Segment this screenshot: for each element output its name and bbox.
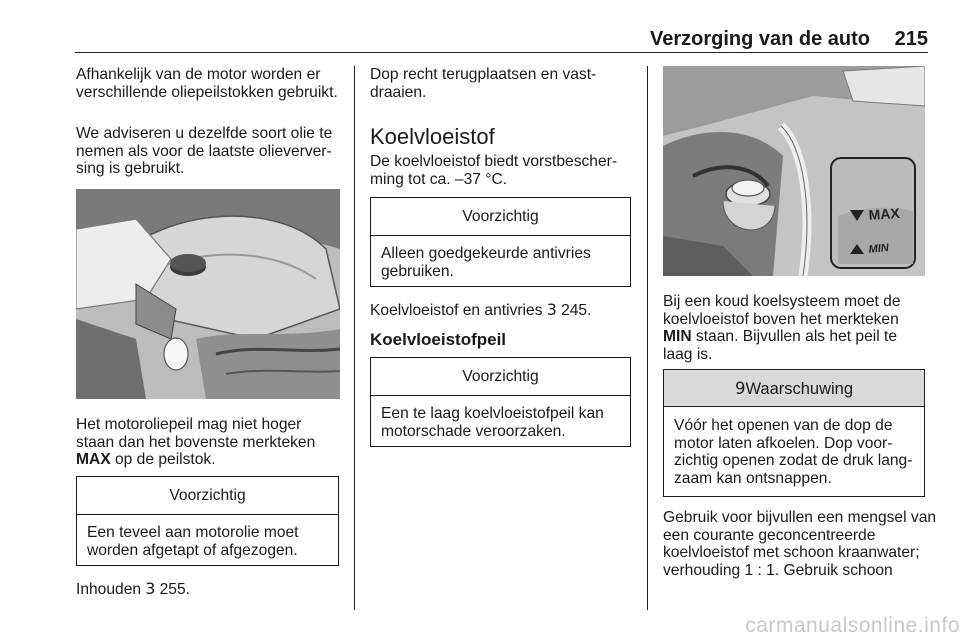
- min-mark-label: MIN: [663, 328, 692, 345]
- max-mark-label: MAX: [76, 451, 111, 468]
- caution-text: Een teveel aan motorolie moet worden afgetapt of afgezogen.: [87, 524, 299, 559]
- warning-heading: Waarschuwing: [745, 380, 854, 398]
- reference-label: Koelvloeistof en antivries: [370, 302, 547, 319]
- col1-reference: [76, 581, 342, 599]
- col1-p3-text-pre: Het motoroliepeil mag niet hoger staan dan het bovenste merkteken: [76, 416, 316, 451]
- col1-p3-text-post: op de peilstok.: [110, 451, 216, 468]
- col3-p1-text-pre: Bij een koud koelsysteem moet de koelvloeistof boven het merkteken: [663, 293, 901, 328]
- caution-box-col2-2: [370, 357, 631, 447]
- photo-max-label: MAX: [868, 204, 901, 223]
- photo-min-label: MIN: [868, 241, 890, 256]
- col1-paragraph-2: We adviseren u dezelfde soort olie te nemen als voor de laatste olieverversing is gebruikt.: [76, 125, 333, 177]
- section-title-koelvloeistof: Koelvloeistof: [370, 124, 495, 149]
- caution-text: Alleen goedgekeurde antivries gebruiken.: [381, 245, 591, 280]
- col1-paragraph-3: [76, 416, 342, 469]
- caution-heading: Voorzichtig: [371, 198, 630, 236]
- caution-heading: Voorzichtig: [371, 358, 630, 396]
- reference-arrow-icon: 3: [145, 580, 156, 598]
- column-divider-1: [354, 66, 355, 610]
- reference-page: 255.: [155, 581, 190, 598]
- subsection-title-koelvloeistofpeil: Koelvloeistofpeil: [370, 330, 507, 349]
- running-header-title: Verzorging van de auto: [649, 28, 870, 50]
- col2-paragraph-2: De koelvloeistof biedt vorstbescherming tot ca. –37 °C.: [370, 153, 618, 188]
- warning-text: Vóór het openen van de dop de motor laten afkoelen. Dop voorzichtig openen zodat de druk langzaam kan ontsnappen.: [674, 417, 913, 487]
- column-divider-2: [647, 66, 648, 610]
- caution-box-col1: [76, 476, 339, 566]
- reference-arrow-icon: 3: [546, 301, 557, 319]
- warning-box: [663, 369, 925, 497]
- col1-paragraph-1: Afhankelijk van de motor worden er verschillende oliepeilstokken gebruikt.: [76, 66, 338, 101]
- col2-reference: [370, 302, 636, 320]
- caution-heading: Voorzichtig: [77, 477, 338, 515]
- caution-box-col2-1: [370, 197, 631, 287]
- reference-label: Inhouden: [76, 581, 146, 598]
- page-number: 215: [894, 28, 928, 50]
- col2-paragraph-1: Dop recht terugplaatsen en vastdraaien.: [370, 66, 597, 101]
- coolant-reservoir-photo: [663, 66, 925, 276]
- warning-heading-bar: [664, 370, 924, 407]
- col3-paragraph-1: [663, 293, 928, 363]
- caution-text: Een te laag koelvloeistofpeil kan motorschade veroorzaken.: [381, 405, 604, 440]
- col3-paragraph-2: Gebruik voor bijvullen een mengsel van een courante geconcentreerde koelvloeistof met schoon kraanwater; verhouding 1 : 1. Gebruik schoon: [663, 509, 937, 579]
- engine-oil-photo: [76, 189, 340, 399]
- warning-triangle-icon: 9: [734, 379, 746, 398]
- watermark: carmanualsonline.info: [745, 614, 960, 637]
- col3-p1-text-post: staan. Bijvullen als het peil te laag is.: [663, 328, 898, 363]
- header-rule: [75, 52, 928, 53]
- reference-page: 245.: [556, 302, 592, 319]
